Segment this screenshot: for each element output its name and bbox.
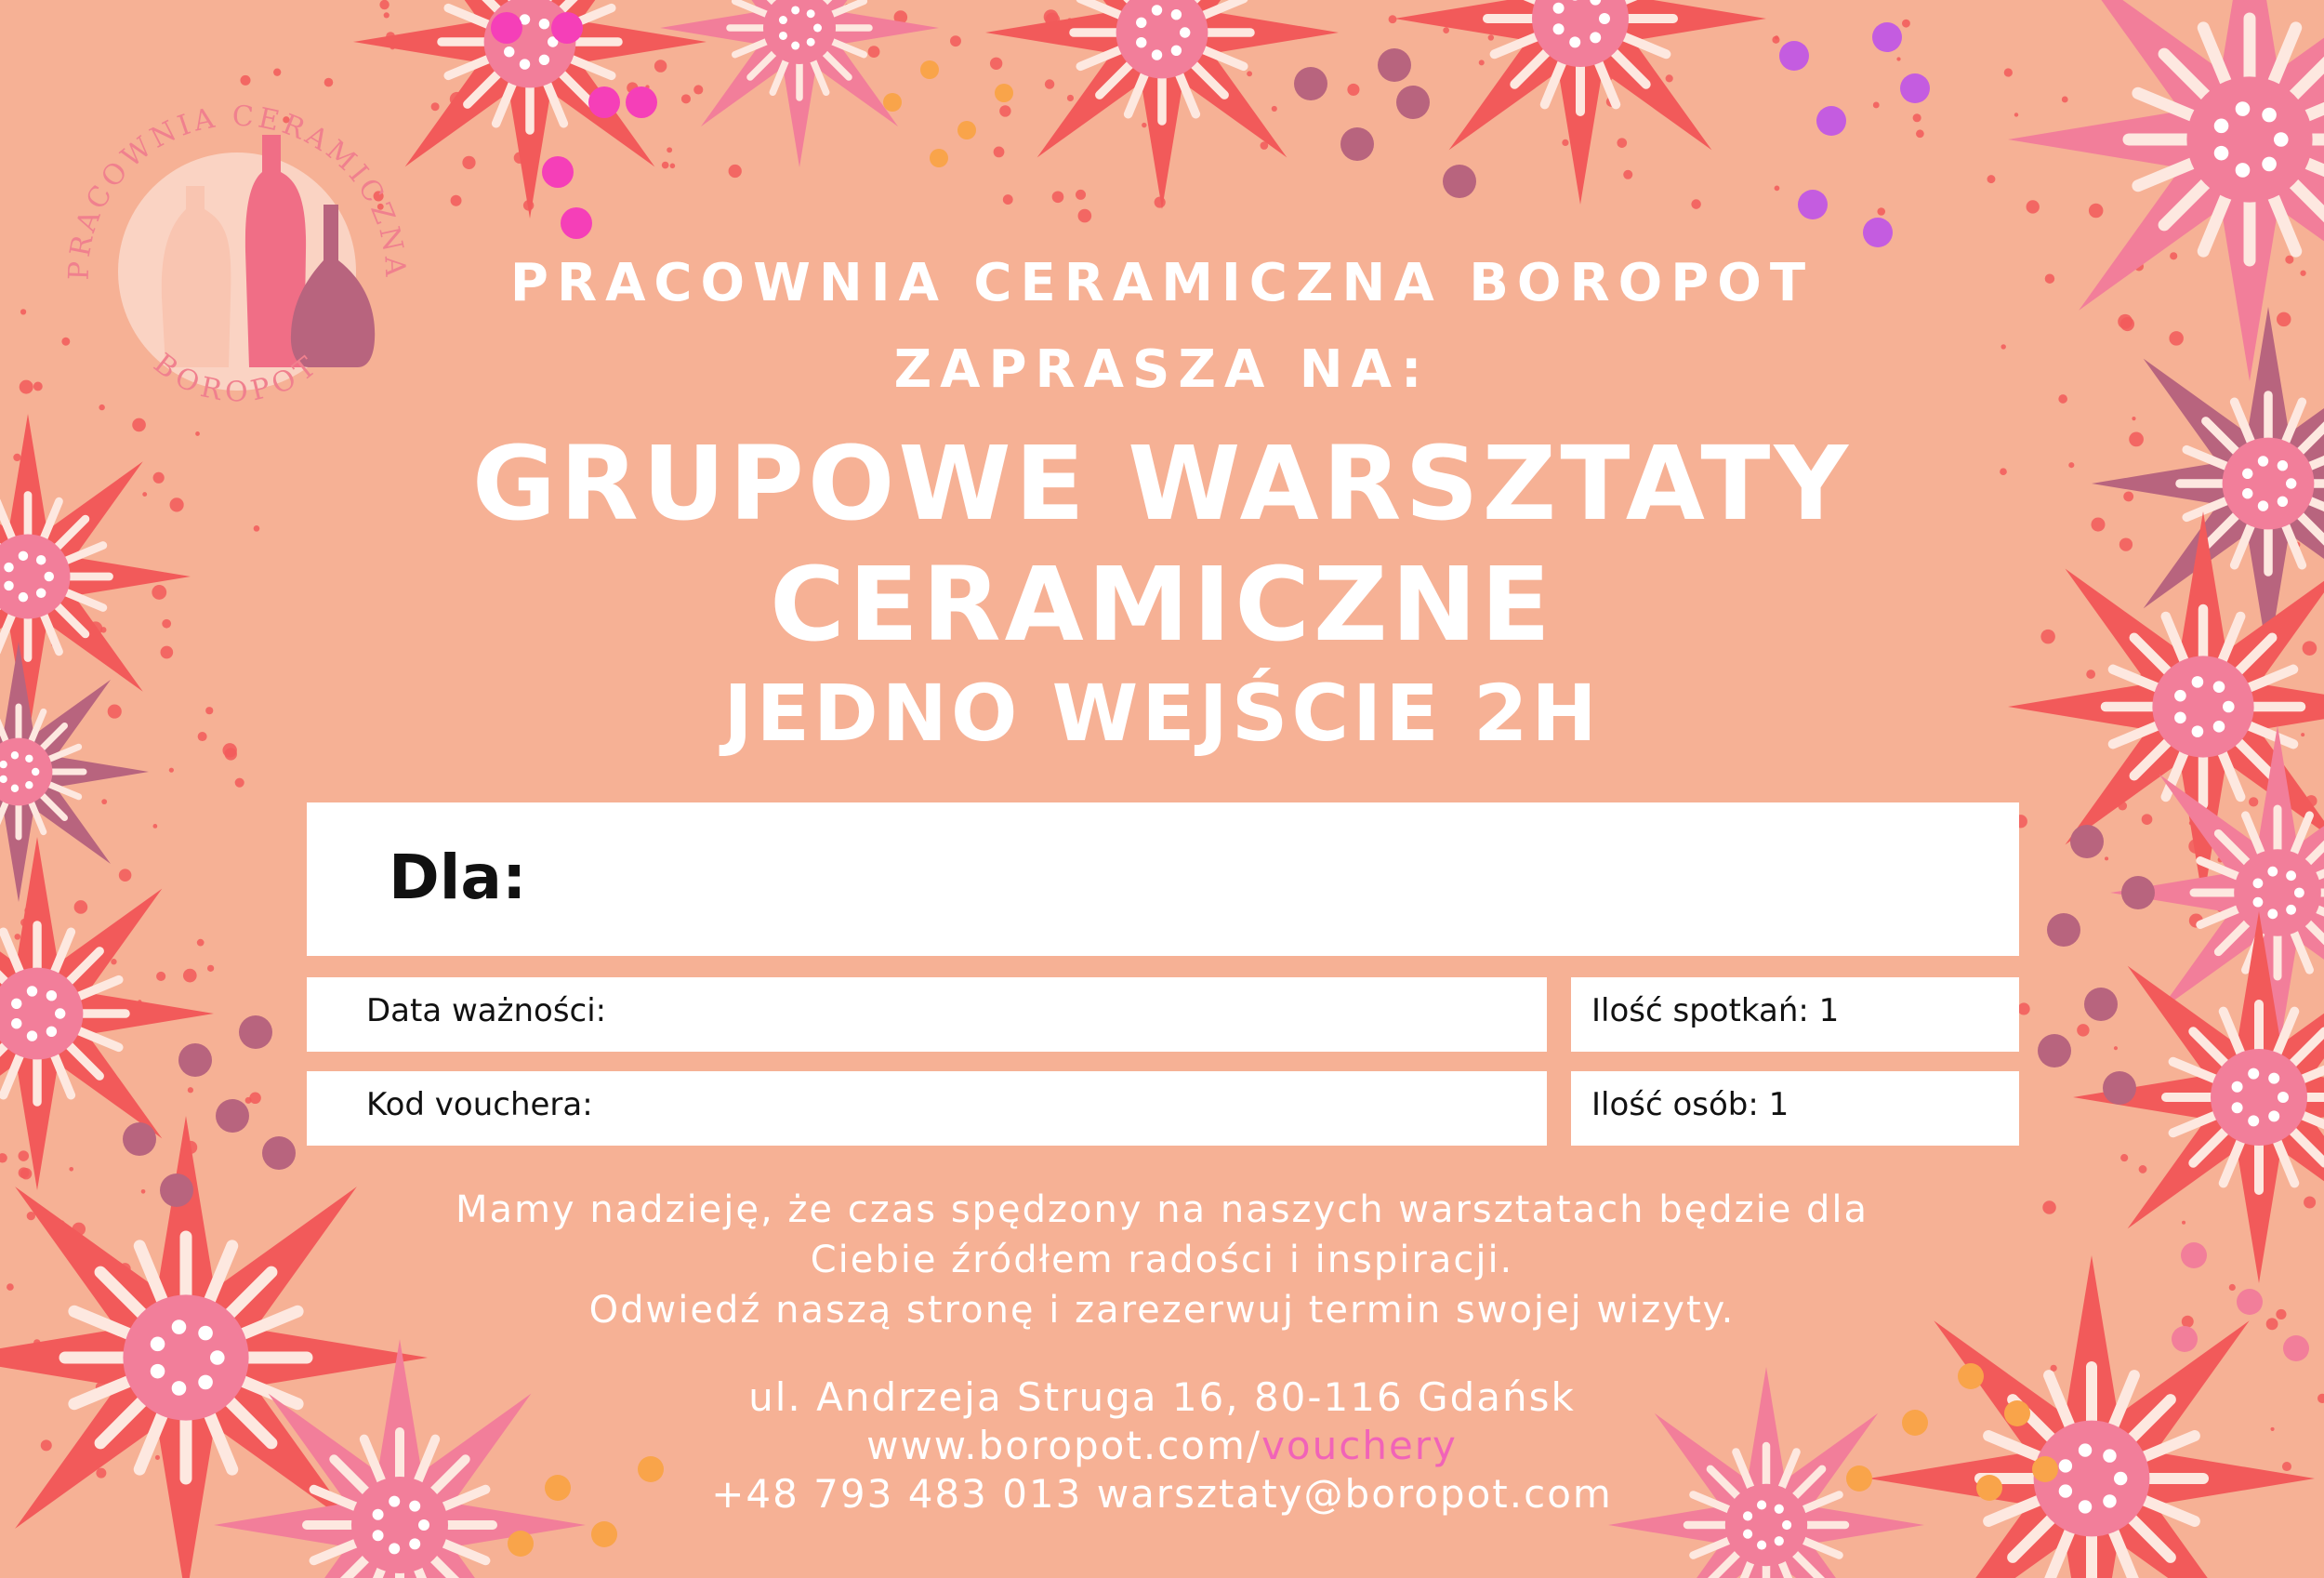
recipient-label: Dla: — [389, 842, 527, 913]
website-link[interactable] — [0, 1423, 2324, 1468]
flower-top-right — [2008, 0, 2324, 381]
voucher-code-field[interactable] — [307, 1071, 1547, 1146]
flower-top-2 — [660, 0, 939, 167]
website-path: vouchery — [1261, 1423, 1458, 1468]
address: ul. Andrzeja Struga 16, 80-116 Gdańsk — [748, 1374, 1576, 1420]
recipient-field[interactable] — [307, 802, 2019, 956]
persons-label: Ilość osób: 1 — [1591, 1086, 1789, 1123]
message-line-2: Ciebie źródłem radości i inspiracji. — [810, 1239, 1514, 1281]
berries-top-right — [1779, 22, 1930, 247]
logo-arc-bottom: BOROPOT — [147, 347, 327, 409]
berries-left — [123, 1015, 296, 1207]
website-base: www.boropot.com/ — [866, 1423, 1262, 1468]
persons-field — [1571, 1071, 2019, 1146]
berries-top-center — [1294, 48, 1476, 198]
message-line-1: Mamy nadzieję, że czas spędzony na naszych warsztatach będzie dla — [455, 1188, 1869, 1231]
title-line-1: GRUPOWE WARSZTATY — [471, 424, 1853, 543]
header-line-2: ZAPRASZA NA: — [893, 339, 1431, 400]
berries-right — [2038, 825, 2155, 1105]
voucher-code-label: Kod vouchera: — [366, 1086, 593, 1123]
meetings-label: Ilość spotkań: 1 — [1591, 992, 1840, 1029]
subtitle: JEDNO WEJŚCIE 2H — [723, 668, 1601, 759]
title-line-2: CERAMICZNE — [770, 545, 1554, 664]
header-line-1: PRACOWNIA CERAMICZNA BOROPOT — [509, 253, 1815, 313]
message-line-3: Odwiedź naszą stronę i zarezerwuj termin swojej wizyty. — [588, 1289, 1736, 1332]
expiry-label: Data ważności: — [366, 992, 607, 1029]
logo-arc-top: PRACOWNIA CERAMICZNA — [62, 99, 412, 281]
flower-left-3 — [0, 837, 214, 1190]
meetings-field — [1571, 977, 2019, 1052]
flower-top-3 — [985, 0, 1339, 209]
phone-email: +48 793 483 013 warsztaty@boropot.com — [711, 1471, 1613, 1517]
expiry-field[interactable] — [307, 977, 1547, 1052]
